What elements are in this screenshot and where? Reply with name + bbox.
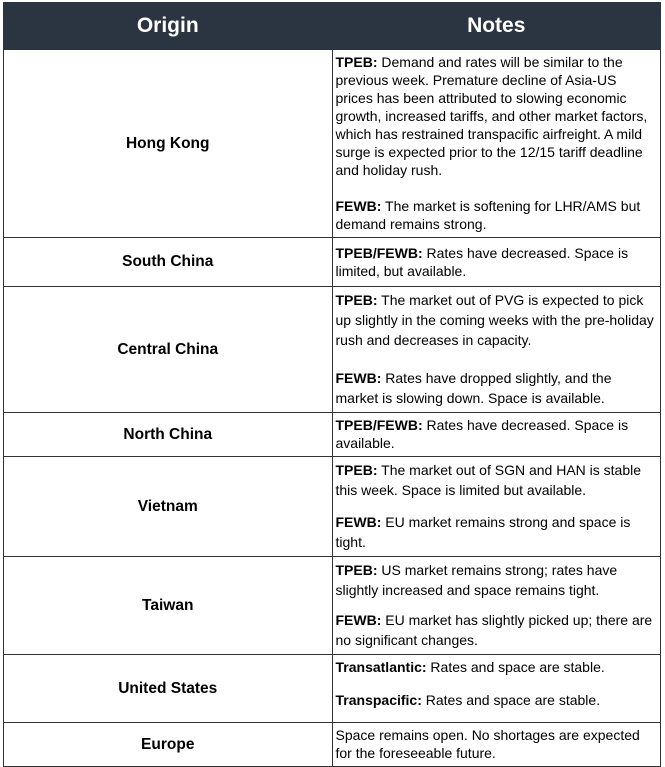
header-notes: Notes	[332, 3, 661, 50]
note-label: TPEB:	[335, 462, 378, 478]
notes-cell	[332, 655, 661, 723]
note-text: Rates and space are stable.	[426, 659, 605, 675]
note-label: FEWB:	[335, 514, 382, 530]
note-label: FEWB:	[335, 370, 382, 386]
table-row	[4, 287, 661, 413]
notes-cell	[332, 723, 661, 767]
note-paragraph	[336, 691, 658, 709]
notes-cell	[332, 287, 661, 413]
origin-cell: Vietnam	[4, 457, 333, 557]
note-label: TPEB/FEWB:	[335, 417, 423, 433]
notes-cell	[332, 50, 661, 238]
note-label: FEWB:	[335, 198, 382, 214]
table-row	[4, 457, 661, 557]
origin-cell: Hong Kong	[4, 50, 333, 238]
table-header-row	[4, 3, 661, 50]
note-text: Space remains open. No shortages are expected for the foreseeable future.	[335, 727, 640, 761]
note-text: Rates and space are stable.	[421, 692, 601, 708]
origin-cell: Taiwan	[4, 557, 333, 655]
note-paragraph	[336, 416, 658, 452]
note-paragraph	[336, 368, 658, 408]
notes-cell	[332, 457, 661, 557]
note-text: EU market has slightly picked up; there are no significant changes.	[335, 612, 653, 648]
note-label: FEWB:	[335, 612, 382, 628]
note-paragraph	[336, 53, 658, 179]
note-paragraph	[336, 560, 658, 600]
note-paragraph	[336, 610, 658, 650]
table-row	[4, 723, 661, 767]
note-text: The market is softening for LHR/AMS but demand remains strong.	[335, 198, 641, 232]
origin-cell: South China	[4, 238, 333, 287]
note-label: Transatlantic:	[335, 659, 427, 675]
note-text: US market remains strong; rates have slightly increased and space remains tight.	[335, 562, 618, 598]
note-paragraph	[336, 244, 658, 280]
note-text: The market out of SGN and HAN is stable this week. Space is limited but available.	[335, 462, 642, 498]
note-label: TPEB:	[335, 292, 378, 308]
note-paragraph	[336, 197, 658, 233]
table-row	[4, 50, 661, 238]
note-text: Rates have dropped slightly, and the market is slowing down. Space is available.	[335, 370, 612, 406]
note-text: The market out of PVG is expected to pick up slightly in the coming weeks with the pre-holiday rush and decreases in capacity.	[335, 292, 654, 348]
note-paragraph	[336, 726, 658, 762]
origin-cell: United States	[4, 655, 333, 723]
table-row	[4, 238, 661, 287]
table-row	[4, 557, 661, 655]
note-label: Transpacific:	[335, 692, 422, 708]
header-origin: Origin	[4, 3, 333, 50]
table-row	[4, 655, 661, 723]
origin-cell: North China	[4, 413, 333, 457]
note-paragraph	[336, 512, 658, 552]
origin-cell: Europe	[4, 723, 333, 767]
note-paragraph	[336, 290, 658, 350]
notes-cell	[332, 413, 661, 457]
origin-cell: Central China	[4, 287, 333, 413]
note-label: TPEB:	[335, 562, 378, 578]
note-paragraph	[336, 460, 658, 500]
note-label: TPEB:	[335, 54, 378, 70]
note-text: Rates have decreased. Space is available.	[335, 417, 629, 451]
table-row	[4, 413, 661, 457]
note-text: EU market remains strong and space is tight.	[335, 514, 631, 550]
note-label: TPEB/FEWB:	[335, 244, 423, 261]
notes-cell	[332, 238, 661, 287]
freight-notes-table	[3, 2, 661, 767]
notes-cell	[332, 557, 661, 655]
note-text: Rates have decreased. Space is limited, but available.	[335, 244, 629, 279]
note-text: Demand and rates will be similar to the previous week. Premature decline of Asia-US prices has been attributed to slowing economic growth, increased tariffs, and other market factors, which has restrained transpacific airfreight. A mild surge is expected prior to the 12/15 tariff deadline and holiday rush.	[335, 54, 648, 178]
